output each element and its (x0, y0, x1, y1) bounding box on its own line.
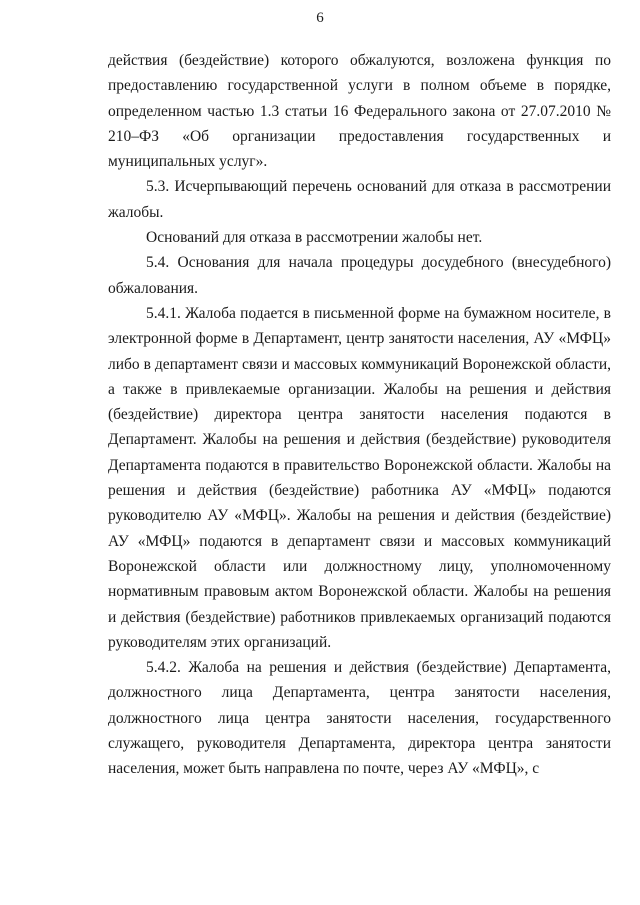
paragraph-continuation: действия (бездействие) которого обжалуются, возложена функция по предоставлению государственной услуги в полном объеме в порядке, определенном частью 1.3 статьи 16 Федерального закона от 27.07.2010 № 210–ФЗ «Об организации предоставления государственных и муниципальных услуг». (108, 52, 611, 171)
paragraph-5-4: 5.4. Основания для начала процедуры досудебного (внесудебного) обжалования. (108, 254, 611, 297)
paragraph-5-4-2: 5.4.2. Жалоба на решения и действия (бездействие) Департамента, должностного лица Департамента, центра занятости населения, должностного лица центра занятости населения, государственного служащего, руководителя Департамента, директора центра занятости населения, может быть направлена по почте, через АУ «МФЦ», с (108, 659, 611, 778)
paragraph-no-grounds: Оснований для отказа в рассмотрении жалобы нет. (146, 229, 483, 247)
page-number: 6 (316, 10, 324, 26)
document-body (108, 48, 611, 782)
paragraph-5-3: 5.3. Исчерпывающий перечень оснований для отказа в рассмотрении жалобы. (108, 178, 611, 221)
paragraph-5-4-1: 5.4.1. Жалоба подается в письменной форме на бумажном носителе, в электронной форме в Департамент, центр занятости населения, АУ «МФЦ» либо в департамент связи и массовых коммуникаций Воронежской области, а также в привлекаемые организации. Жалобы на решения и действия (бездействие) директора центра занятости населения подаются в Департамент. Жалобы на решения и действия (бездействие) руководителя Департамента подаются в правительство Воронежской области. Жалобы на решения и действия (бездействие) работника АУ «МФЦ» подаются руководителю АУ «МФЦ». Жалобы на решения и действия (бездействие) АУ «МФЦ» подаются в департамент связи и массовых коммуникаций Воронежской области или должностному лицу, уполномоченному нормативным правовым актом Воронежской области. Жалобы на решения и действия (бездействие) работников привлекаемых организаций подаются руководителям этих организаций. (108, 304, 611, 651)
